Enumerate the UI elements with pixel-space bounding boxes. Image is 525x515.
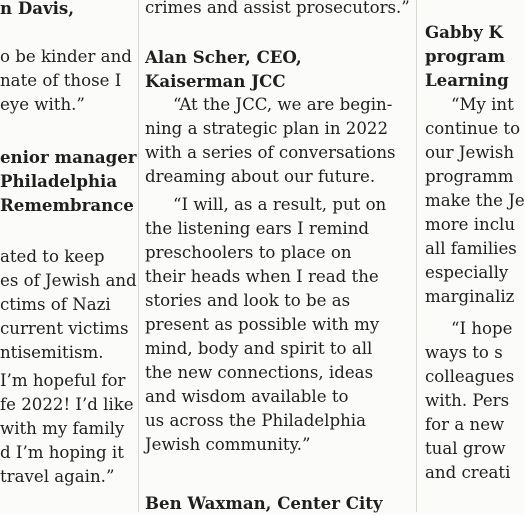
heading-line: Remembrance [0,195,134,215]
text-line: o be kinder and [0,47,132,66]
heading-line: Learning [425,70,509,90]
text-line: our Jewish [425,143,515,162]
text-line: for a new [425,415,505,434]
text-line: mind, body and spirit to all [145,339,373,358]
heading-line: enior manager [0,147,137,167]
text-line: ated to keep [0,247,105,266]
text-line: present as possible with my [145,315,380,334]
text-line: and creati [425,463,511,482]
text-line: d I’m hoping it [0,443,124,462]
text-line: es of Jewish and [0,271,137,290]
text-line: stories and look to be as [145,291,351,310]
text-line: dreaming about our future. [145,167,376,186]
text-line: preschoolers to place on [145,243,352,262]
text-line: current victims [0,319,129,338]
text-line: crimes and assist prosecutors.” [145,0,410,17]
heading-line: Gabby K [425,22,503,42]
text-line: ways to s [425,343,503,362]
right-column [425,0,525,512]
text-line: “My int [451,95,514,114]
text-line: especially [425,263,509,282]
text-line: travel again.” [0,467,115,486]
heading-line: Ben Waxman, Center City [145,493,383,513]
text-line: Jewish community.” [145,435,311,454]
text-line: “I will, as a result, put on [173,195,387,214]
text-line: programm [425,167,514,186]
heading-line: program [425,46,506,66]
text-line: the new connections, ideas [145,363,374,382]
text-line: make the Je [425,191,525,210]
text-line: eye with.” [0,95,85,114]
heading-line: Alan Scher, CEO, [145,47,302,67]
text-line: ctims of Nazi [0,295,111,314]
text-line: “At the JCC, we are begin- [173,95,393,114]
text-line: more inclu [425,215,516,234]
text-line: colleagues [425,367,515,386]
text-line: with a series of conversations [145,143,396,162]
text-line: marginaliz [425,287,515,306]
text-line: the listening ears I remind [145,219,370,238]
text-line: their heads when I read the [145,267,379,286]
heading-line: n Davis, [0,0,75,18]
heading-line: Kaiserman JCC [145,71,286,91]
text-line: fe 2022! I’d like [0,395,134,414]
text-line: nate of those I [0,71,122,90]
text-line: “I hope [451,319,513,338]
text-line: continue to [425,119,521,138]
text-line: us across the Philadelphia [145,411,366,430]
text-line: with. Pers [425,391,510,410]
text-line: and wisdom available to [145,387,349,406]
text-line: ntisemitism. [0,343,104,362]
text-line: all families [425,239,517,258]
column-rule [138,0,139,512]
middle-column [145,0,409,512]
text-line: I’m hopeful for [0,371,126,390]
column-rule [416,0,417,512]
text-line: tual grow [425,439,506,458]
left-column [0,0,137,512]
text-line: ning a strategic plan in 2022 [145,119,389,138]
text-line: with my family [0,419,125,438]
heading-line: Philadelphia [0,171,118,191]
